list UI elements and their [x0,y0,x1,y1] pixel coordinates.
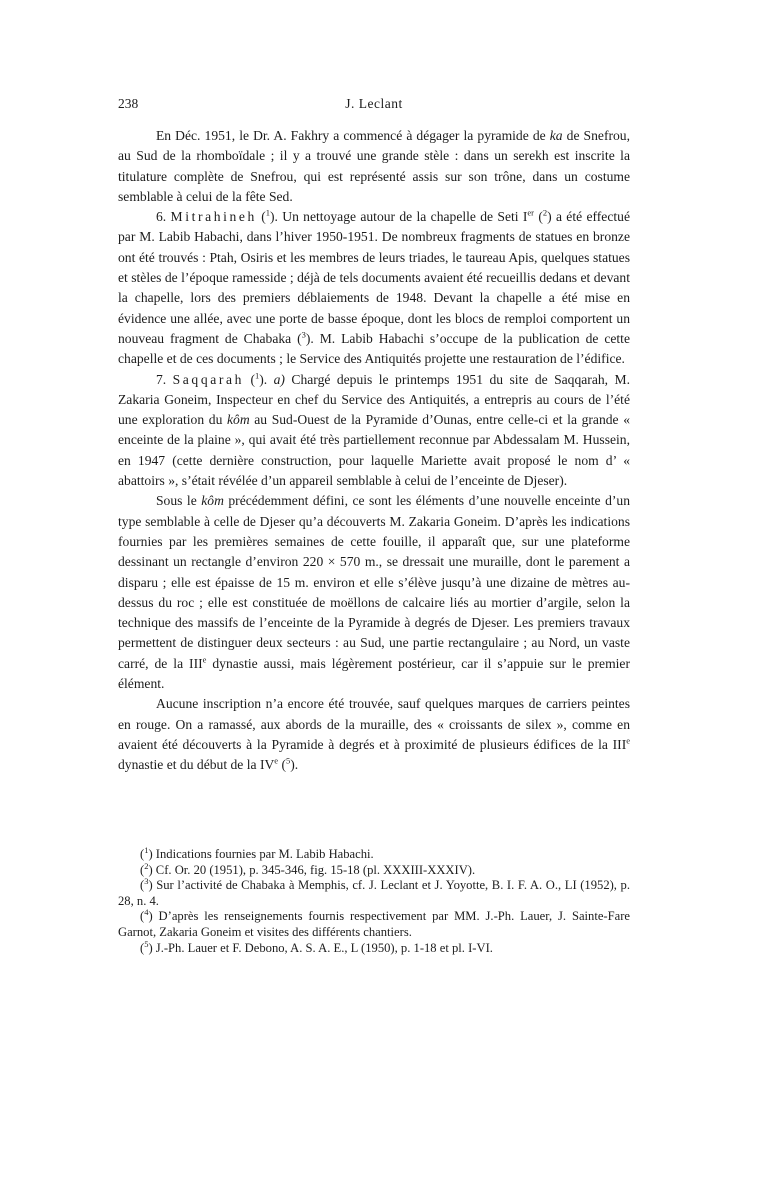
superscript: e [202,654,207,665]
footnote-ref: 3 [301,329,306,340]
page [118,96,631,955]
footnote-marker: 1 [144,844,149,855]
footnote-ref: 1 [255,370,260,381]
footnote: ($^2$) Cf. Or. 20 (1951), p. 345-346, fig. 15-18 (pl. XXXIII-XXXIV). [140,860,476,877]
superscript: e [274,755,279,766]
footnote-ref: 2 [542,207,548,218]
footnotes [118,844,631,956]
running-head: J. Leclant [345,96,403,111]
italic-term: kôm [226,412,250,428]
paragraph-enceinte: Sous le kôm précédemment défini, ce sont les éléments d’une nouvelle enceinte d’un type semblable à celle de Djeser qu’a découverts M. Zakaria Goneim. D’après les indications fournies par les premières semaines de cette fouille, il apparaît que, sur une plateforme dessinant un rectangle d’environ 220 × 570 m., se dressait une muraille, dont le parement a disparu ; elle est épaisse de 15 m. environ et elle s’élève jusqu’à une dizaine de mètres au-dessus du roc ; elle est constituée de moëllons de calcaire liés au mortier d’argile, selon la technique des massifs de l’enceinte de la Pyramide à degrés de Djeser. Les premiers travaux permettent de distinguer deux secteurs : au Sud, une partie rectangulaire ; au Nord, un vaste carré, de la IIIe dynastie aussi, mais légèrement postérieur, car il s’appuie sur le premier élément. [118,493,630,692]
paragraph-saqqarah: 7. Saqqarah ($^1$). a) Chargé depuis le printemps 1951 du site de Saqqarah, M. Zakaria Goneim, Inspecteur en chef du Service des Antiquités, a entrepris au cours de l’été une exploration du kôm au Sud-Ouest de la Pyramide d’Ounas, entre celle-ci et la grande « enceinte de la plaine », qui avait été très partiellement reconnue par Abdessalam M. Hussein, en 1947 (cette dernière construction, pour laquelle Mariette avait proposé le nom d’ « abattoirs », s’était révélée d’un appareil semblable à celui de l’enceinte de Djeser). [118,370,631,489]
footnote: ($^3$) Sur l’activité de Chabaka à Memphis, cf. J. Leclant et J. Yoyotte, B. I. F. A. O., LI (1952), p. 28, n. 4. [118,876,630,908]
footnote: ($^5$) J.-Ph. Lauer et F. Debono, A. S. A. E., L (1950), p. 1-18 et pl. I-VI. [140,938,493,955]
footnote: ($^4$) D’après les renseignements fournis respectivement par MM. J.-Ph. Lauer, J. Sainte-Fare Garnot, Zakaria Goneim et visites des différents chantiers. [118,907,631,939]
page-header [118,96,630,118]
body-text [118,126,630,776]
footnote: ($^1$) Indications fournies par M. Labib Habachi. [140,844,374,861]
paragraph-inscription: Aucune inscription n’a encore été trouvée, sauf quelques marques de carriers peintes en rouge. On a ramassé, aux abords de la muraille, des « croissants de silex », comme en avaient été découverts à la Pyramide à degrés et à proximité de plusieurs édifices de la IIIe dynastie et du début de la IVe ($^5$). [118,696,630,773]
superscript: e [626,735,630,746]
site-name: Saqqarah [172,371,245,387]
footnote-marker: 2 [144,860,149,871]
footnote-ref: 1 [265,207,271,218]
paragraph-mitrahineh: 6. Mitrahineh ($^1$). Un nettoyage autour de la chapelle de Seti Ier ($^2$) a été effectué par M. Labib Habachi, dans l’hiver 1950-1951. De nombreux fragments de statues en bronze ont été trouvés : Ptah, Osiris et les membres de leurs triades, le taureau Apis, quelques statues et stèles de l’époque ramesside ; déjà de tels documents avaient été recueillis dedans et devant la chapelle, lors des premiers déblaiements de 1948. Devant la chapelle a été mise en évidence une allée, avec une porte de basse époque, dont les blocs de remploi comportent un nouveau fragment de Chabaka ($^3$). M. Labib Habachi s’occupe de la publication de cette chapelle et de ces documents ; le Service des Antiquités projette une restauration de l’édifice. [118,207,630,367]
footnote-marker: 3 [144,876,149,886]
superscript: er [527,207,535,218]
site-name: Mitrahineh [170,209,257,225]
italic-term: kôm [201,493,224,509]
page-number: 238 [118,96,139,111]
footnote-ref: 5 [286,755,291,766]
italic-term: a) [273,371,285,387]
footnote-marker: 5 [144,938,149,949]
paragraph-fakhry-snefrou: En Déc. 1951, le Dr. A. Fakhry a commencé à dégager la pyramide de ka de Snefrou, au Sud de la rhomboïdale ; il y a trouvé une grande stèle : dans un serekh est inscrite la titulature complète de Snefrou, qui est représenté assis sur son trône, dans un costume semblable à celui de la fête Sed. [118,128,630,204]
footnote-marker: 4 [144,907,149,918]
italic-term: ka [549,128,563,143]
